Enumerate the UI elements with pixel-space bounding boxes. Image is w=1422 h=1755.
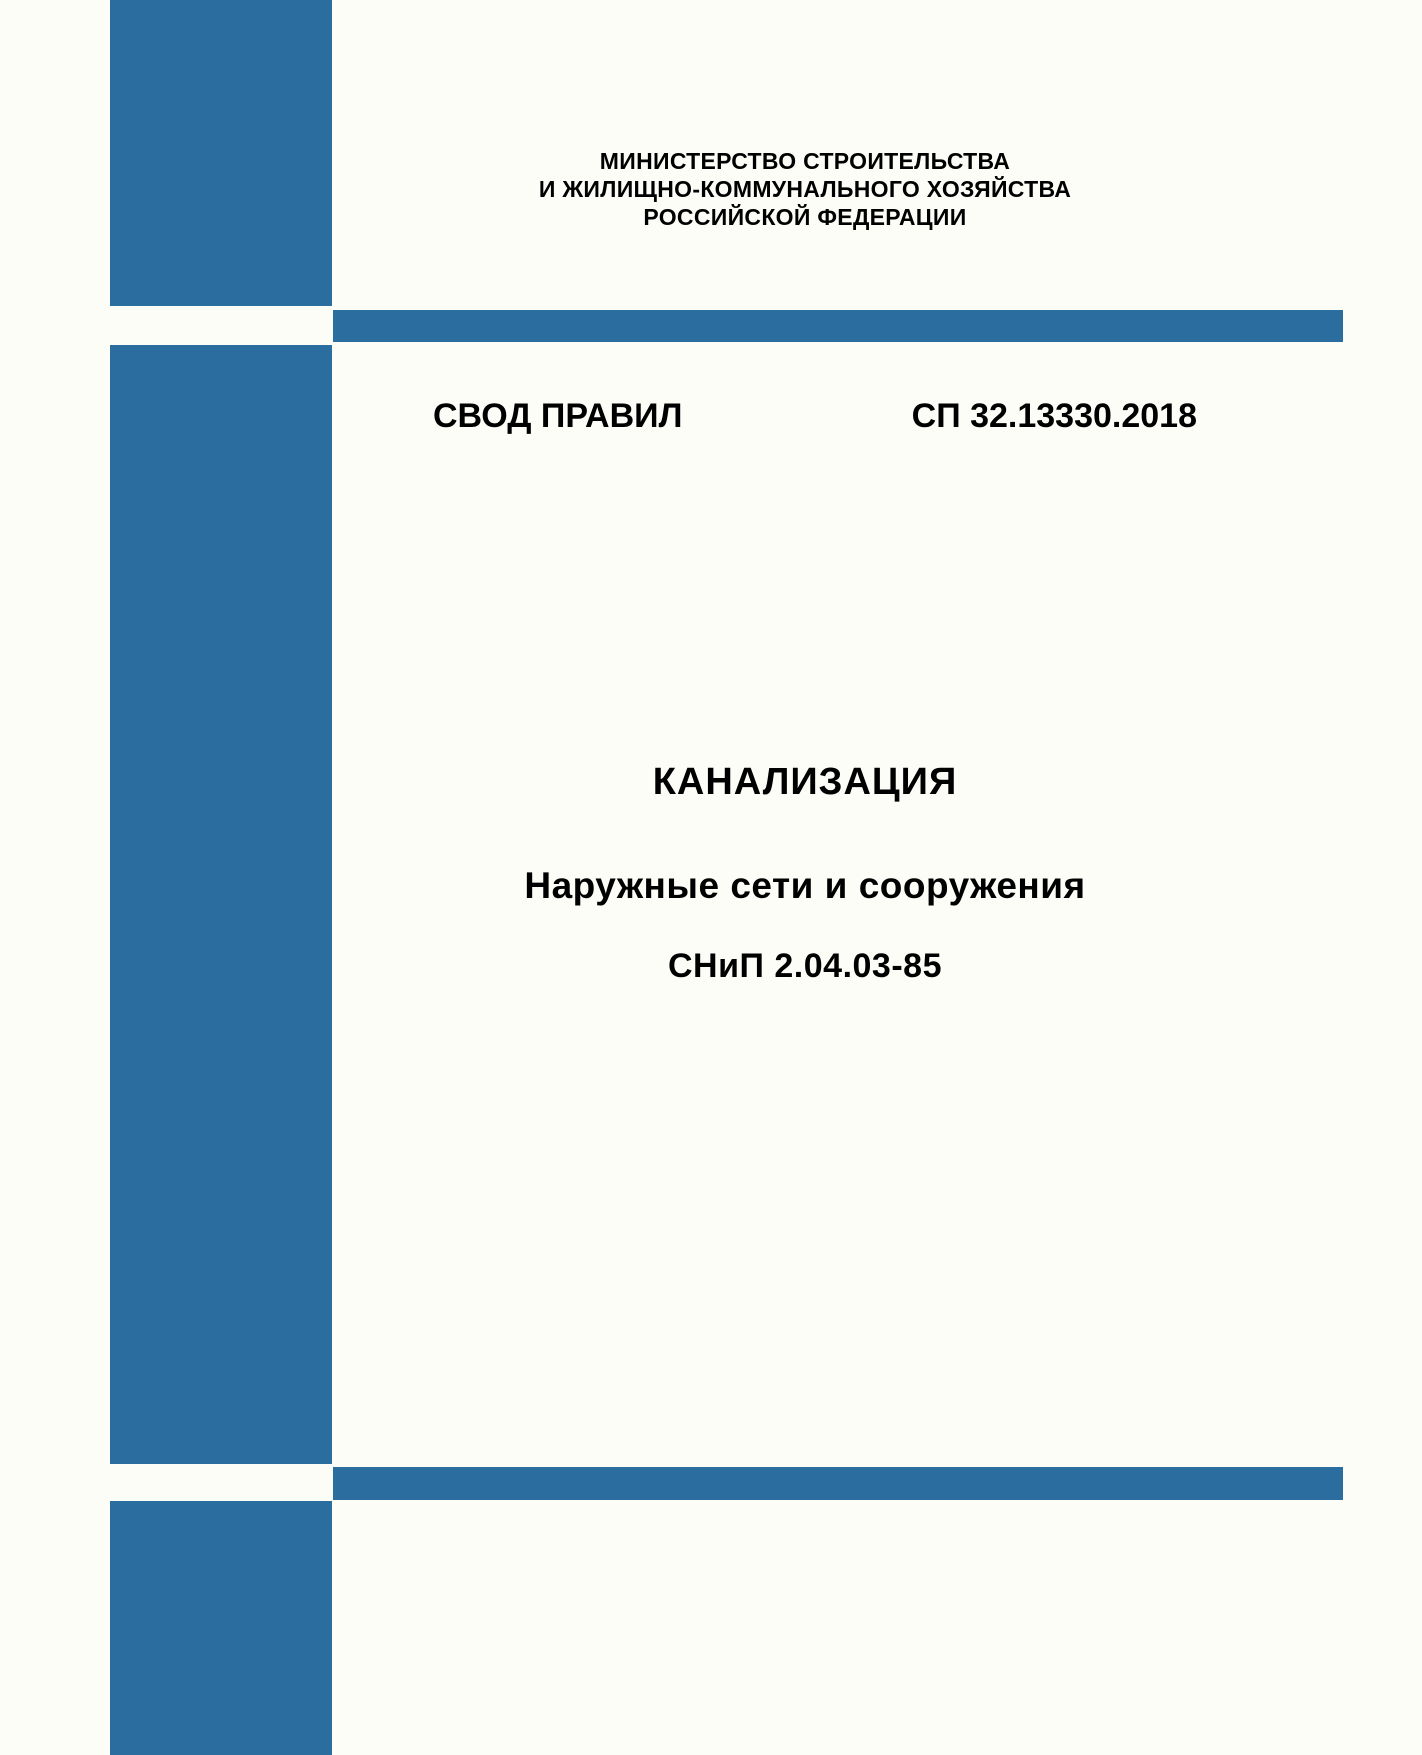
ministry-name-line-2: И ЖИЛИЩНО-КОММУНАЛЬНОГО ХОЗЯЙСТВА <box>538 176 1072 202</box>
ministry-name-line-1: МИНИСТЕРСТВО СТРОИТЕЛЬСТВА <box>599 148 1011 174</box>
doc-subtitle: Наружные сети и сооружения <box>524 865 1086 906</box>
doc-reference: СНиП 2.04.03-85 <box>668 947 942 985</box>
left-column-middle-segment <box>110 345 332 1464</box>
left-column-bottom-segment <box>110 1501 332 1755</box>
left-column-top-segment <box>110 0 332 306</box>
bottom-horizontal-bar <box>333 1467 1343 1500</box>
top-horizontal-bar <box>333 310 1343 342</box>
ministry-name-line-3: РОССИЙСКОЙ ФЕДЕРАЦИИ <box>643 204 967 230</box>
doc-code: СП 32.13330.2018 <box>911 397 1197 435</box>
doc-type-row <box>433 399 1197 433</box>
ministry-name <box>388 147 1222 231</box>
doc-title: КАНАЛИЗАЦИЯ <box>652 761 958 803</box>
doc-type-label: СВОД ПРАВИЛ <box>433 397 683 435</box>
